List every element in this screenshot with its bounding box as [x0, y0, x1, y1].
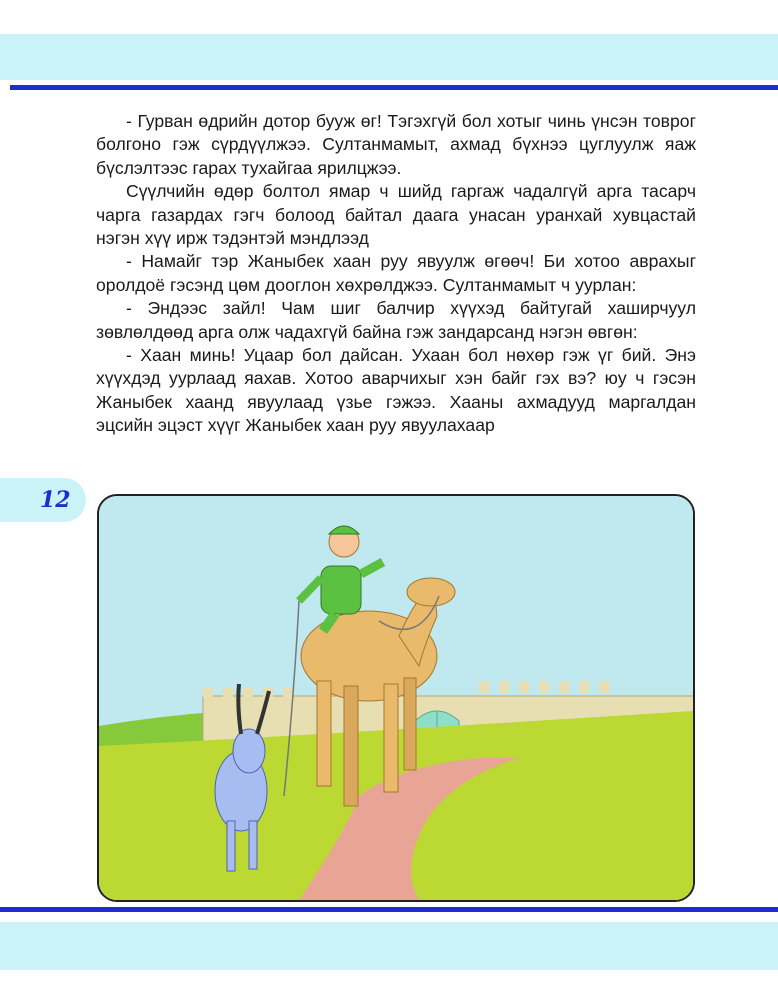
footer-rule	[0, 907, 778, 912]
paragraph: - Хаан минь! Уцаар бол дайсан. Ухаан бол нөхөр гэж үг бий. Энэ хүүхдэд уурлаад яахав. Хотоо аварчихыг хэн байг гэх вэ? юу ч гэсэн Жаныбек хаанд явуулаад үзье гэжээ. Хааны ахмадууд маргалдан эцсийн эцэст хүүг Жаныбек хаан руу явуулахаар	[96, 345, 696, 436]
paragraph: Сүүлчийн өдөр болтол ямар ч шийд гаргаж чадалгүй арга тасарч чарга газардах гэгч болоод байтал даага унасан уранхай хувцастай нэгэн хүү ирж тэдэнтэй мэндлээд	[96, 181, 696, 249]
footer-band	[0, 922, 778, 970]
header-band	[0, 34, 778, 80]
page-number: 12	[40, 487, 71, 513]
paragraph: - Гурван өдрийн дотор бууж өг! Тэгэхгүй бол хотыг чинь үнсэн товрог болгоно гэж сүрдүүлжээ. Султанмамыт, ахмад бүхнээ цуглуулж яаж бүслэлтээс гарах тухайгаа ярилцжээ.	[96, 111, 696, 178]
paragraph: - Эндээс зайл! Чам шиг балчир хүүхэд байтугай хаширчуул зөвлөлдөөд арга олж чадахгүй байна гэж зандарсанд нэгэн өвгөн:	[96, 298, 696, 342]
header-rule	[10, 85, 778, 90]
paragraph: - Намайг тэр Жаныбек хаан руу явуулж өгөөч! Би хотоо аврахыг оролдоё гэсэнд цөм дооглон хөхрөлджээ. Султанмамыт ч уурлан:	[96, 251, 696, 295]
story-text	[96, 110, 696, 438]
story-illustration	[97, 494, 695, 902]
